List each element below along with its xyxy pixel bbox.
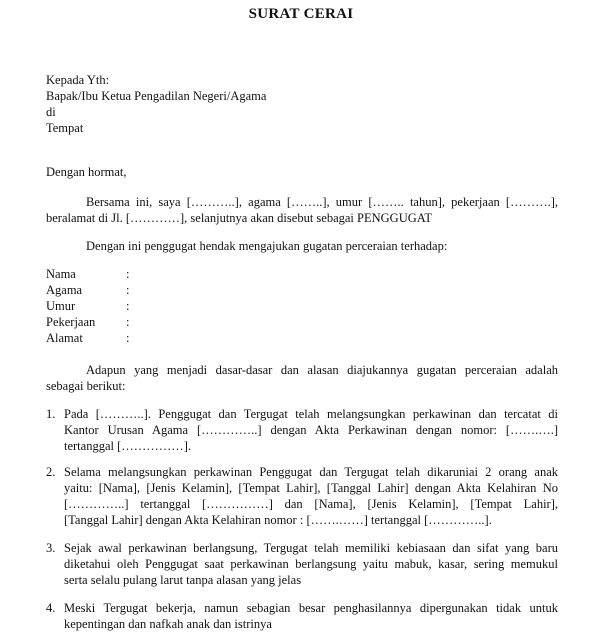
reasons-intro-line-2: sebagai berikut: [46, 379, 126, 393]
intro-line-1: Bersama ini, saya [………..], agama [……..], umur […….. tahun], pekerjaan [……….], [86, 195, 558, 209]
field-label: Alamat [46, 331, 83, 345]
field-row-pekerjaan [46, 314, 558, 330]
address-block [46, 72, 558, 136]
reasons-intro [46, 362, 558, 394]
field-row-nama [46, 266, 558, 282]
list-item-line: [Tanggal Lahir] dengan Akta Kelahiran nomor : […….……] tertanggal […………..]. [64, 513, 492, 527]
list-item [46, 600, 558, 632]
field-label: Pekerjaan [46, 315, 96, 329]
list-item [46, 406, 558, 454]
greeting [46, 164, 558, 180]
list-item-number: 3. [46, 541, 56, 555]
field-label: Agama [46, 283, 83, 297]
list-item-body [64, 406, 558, 454]
list-item-line: Sejak awal perkawinan berlangsung, Tergugat telah memiliki kebiasaan dan sifat yang baru [64, 541, 558, 555]
list-item-line: yaitu: [Nama], [Jenis Kelamin], [Tempat Lahir], [Tanggal Lahir] dengan Akta Kelahiran No [64, 481, 558, 495]
list-item-number: 1. [46, 407, 56, 421]
field-row-umur [46, 298, 558, 314]
list-item-body [64, 600, 558, 632]
field-colon: : [126, 299, 130, 313]
list-item-body [64, 464, 558, 528]
field-colon: : [126, 283, 130, 297]
list-item-line: Kantor Urusan Agama […………..] dengan Akta Perkawinan dengan nomor: […….….] [64, 423, 558, 437]
statement-text: Dengan ini penggugat hendak mengajukan gugatan perceraian terhadap: [86, 239, 448, 253]
list-item-body [64, 540, 558, 588]
list-item [46, 540, 558, 588]
list-item-line: kepentingan dan nafkah anak dan istrinya [64, 617, 272, 631]
list-item-number: 2. [46, 465, 56, 479]
address-line-1: Kepada Yth: [46, 73, 110, 87]
statement-paragraph [46, 238, 558, 254]
field-colon: : [126, 331, 130, 345]
field-colon: : [126, 315, 130, 329]
list-item-line: Selama melangsungkan perkawinan Penggugat dan Tergugat telah dikaruniai 2 orang anak [64, 465, 558, 479]
greeting-text: Dengan hormat, [46, 165, 127, 179]
list-item-line: tertanggal [……………]. [64, 439, 192, 453]
list-item [46, 464, 558, 528]
field-row-agama [46, 282, 558, 298]
intro-paragraph [46, 194, 558, 226]
reasons-intro-line-1: Adapun yang menjadi dasar-dasar dan alasan diajukannya gugatan perceraian adalah [86, 363, 558, 377]
field-colon: : [126, 267, 130, 281]
list-item-line: Pada [………..]. Penggugat dan Tergugat telah melangsungkan perkawinan dan tercatat di [64, 407, 558, 421]
list-item-line: serta selalu pulang larut tanpa alasan yang jelas [64, 573, 302, 587]
list-item-line: diketahui oleh Penggugat saat perkawinan berlangsung yaitu mabuk, kasar, sering memukul [64, 557, 558, 571]
field-label: Nama [46, 267, 76, 281]
address-line-4: Tempat [46, 121, 84, 135]
defendant-fields [46, 266, 558, 346]
field-row-alamat [46, 330, 558, 346]
intro-line-2: beralamat di Jl. […………], selanjutnya akan disebut sebagai PENGGUGAT [46, 211, 433, 225]
address-line-3: di [46, 105, 56, 119]
address-line-2: Bapak/Ibu Ketua Pengadilan Negeri/Agama [46, 89, 267, 103]
document-title: SURAT CERAI [248, 6, 354, 22]
list-item-number: 4. [46, 601, 56, 615]
list-item-line: […………..] tertanggal [……………] dan [Nama], [Jenis Kelamin], [Tempat Lahir], [64, 497, 558, 511]
field-label: Umur [46, 299, 76, 313]
list-item-line: Meski Tergugat bekerja, namun sebagian besar penghasilannya dipergunakan tidak untuk [64, 601, 558, 615]
